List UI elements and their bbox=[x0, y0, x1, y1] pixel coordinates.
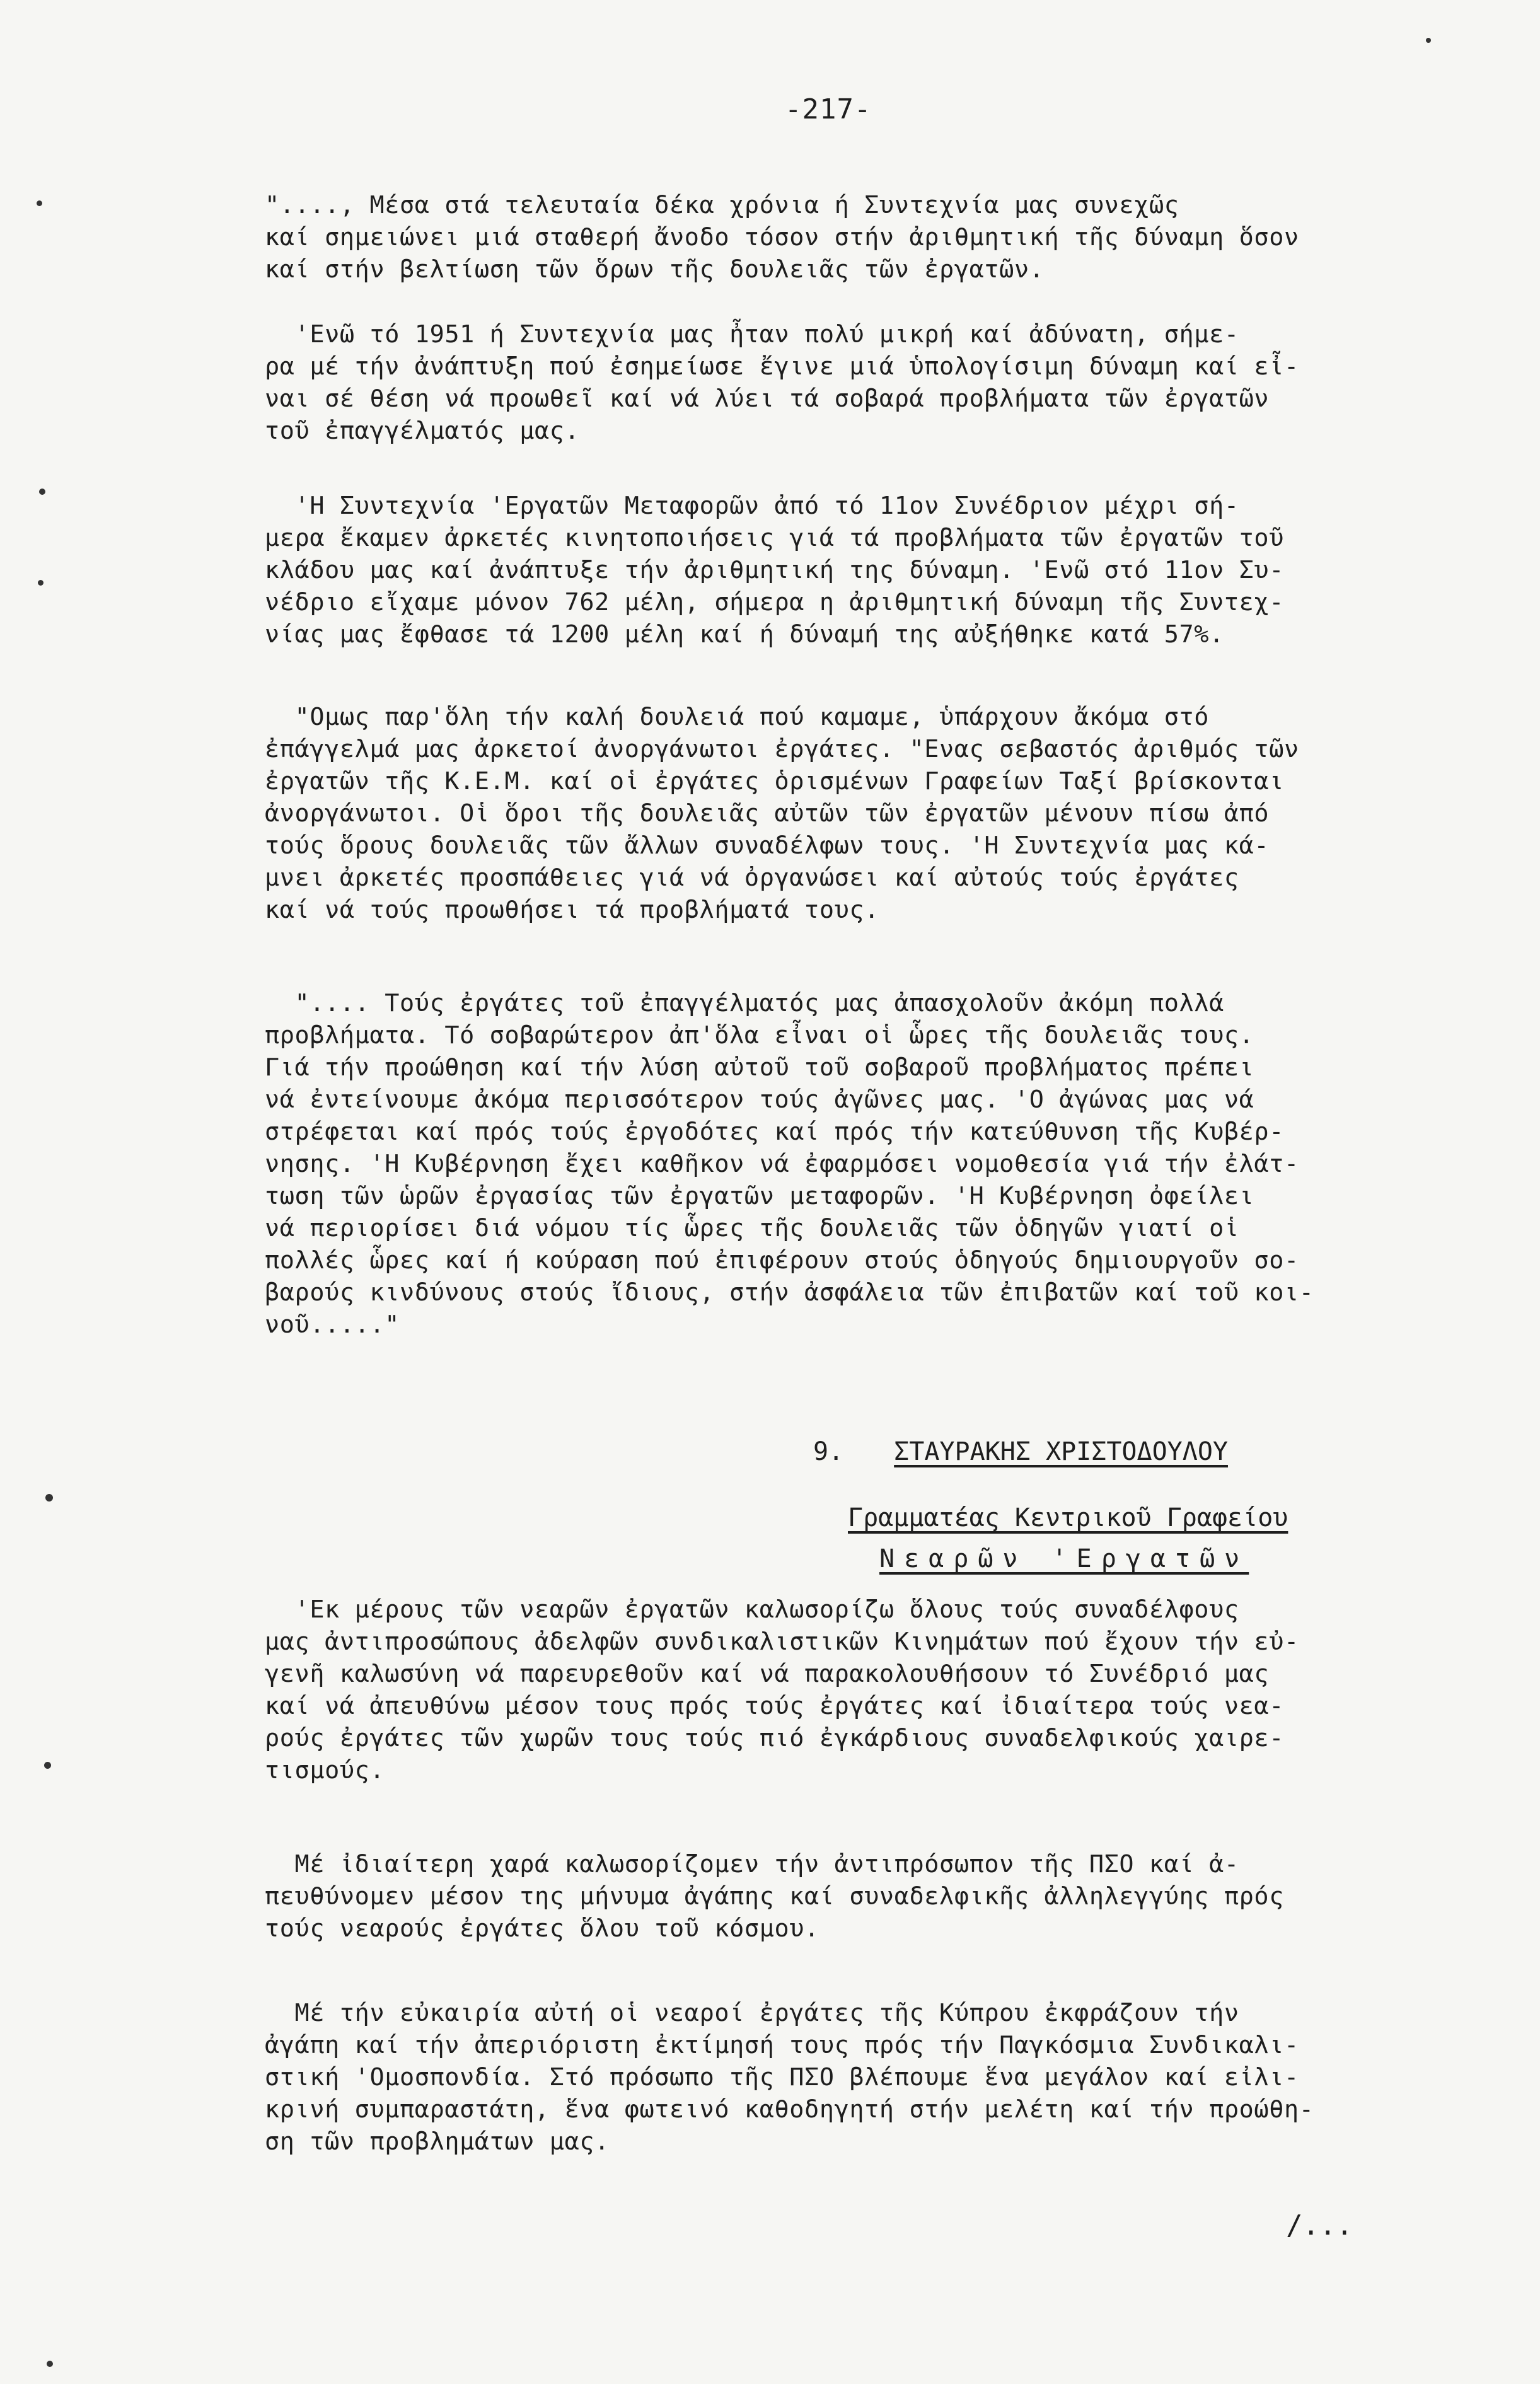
speaker-organization: Νεαρῶν 'Εργατῶν bbox=[879, 1544, 1249, 1573]
section-heading bbox=[813, 1437, 1228, 1466]
paragraph: 'Εκ μέρους τῶν νεαρῶν ἐργατῶν καλωσορίζω ὅλους τούς συναδέλφους μας ἀντιπροσώπους ἀδελφῶν συνδικαλιστικῶν Κινημάτων πού ἔχουν τήν εὐ- γενῆ καλωσύνη νά παρευρεθοῦν καί νά παρακολουθήσουν τό Συνέδριό μας καί νά ἀπευθύνω μέσον τους πρός τούς ἐργάτες καί ἰδιαίτερα τούς νεα- ρούς ἐργάτες τῶν χωρῶν τους τούς πιό ἐγκάρδιους συναδελφικούς χαιρε- τισμούς. bbox=[265, 1595, 1299, 1785]
scan-speck bbox=[37, 200, 42, 206]
page-number: -217- bbox=[785, 93, 872, 125]
scan-speck bbox=[38, 580, 43, 586]
speaker-role: Γραμματέας Κεντρικοῦ Γραφείου bbox=[848, 1503, 1288, 1532]
paragraph: Μέ ἰδιαίτερη χαρά καλωσορίζομεν τήν ἀντιπρόσωπον τῆς ΠΣΟ καί ἀ- πευθύνομεν μέσον της μήνυμα ἀγάπης καί συναδελφικῆς ἀλληλεγγύης πρός τούς νεαρούς ἐργάτες ὅλου τοῦ κόσμου. bbox=[265, 1850, 1284, 1943]
scan-speck bbox=[45, 1494, 53, 1502]
paragraph: Μέ τήν εὐκαιρία αὐτή οἱ νεαροί ἐργάτες τῆς Κύπρου ἐκφράζουν τήν ἀγάπη καί τήν ἀπεριόριστη ἐκτίμησή τους πρός τήν Παγκόσμια Συνδικαλι- στική 'Ομοσπονδία. Στό πρόσωπο τῆς ΠΣΟ βλέπουμε ἕνα μεγάλον καί εἰλι- κρινή συμπαραστάτη, ἕνα φωτεινό καθοδηγητή στήν μελέτη καί τήν προώθη- ση τῶν προβλημάτων μας. bbox=[265, 1999, 1314, 2156]
scan-speck bbox=[47, 2361, 53, 2367]
paragraph: 'Ενῶ τό 1951 ή Συντεχνία μας ἦταν πολύ μικρή καί ἀδύνατη, σήμε- ρα μέ τήν ἀνάπτυξη πού ἐσημείωσε ἔγινε μιά ὑπολογίσιμη δύναμη καί εἶ- ναι σέ θέση νά προωθεῖ καί νά λύει τά σοβαρά προβλήματα τῶν ἐργατῶν τοῦ ἐπαγγέλματός μας. bbox=[265, 320, 1299, 445]
continuation-mark: /... bbox=[1286, 2209, 1353, 2242]
scan-speck bbox=[1426, 38, 1431, 43]
section-number: 9. bbox=[813, 1437, 844, 1466]
paragraph: ".... Τούς ἐργάτες τοῦ ἐπαγγέλματός μας ἀπασχολοῦν ἀκόμη πολλά προβλήματα. Τό σοβαρώτερον ἀπ'ὅλα εἶναι οἱ ὧρες τῆς δουλειᾶς τους. Γιά τήν προώθηση καί τήν λύση αὐτοῦ τοῦ σοβαροῦ προβλήματος πρέπει νά ἐντείνουμε ἀκόμα περισσότερον τούς ἀγῶνες μας. 'Ο ἀγώνας μας νά στρέφεται καί πρός τούς ἐργοδότες καί πρός τήν κατεύθυνση τῆς Κυβέρ- νησης. 'Η Κυβέρνηση ἔχει καθῆκον νά ἐφαρμόσει νομοθεσία γιά τήν ἐλάτ- τωση τῶν ὡρῶν ἐργασίας τῶν ἐργατῶν μεταφορῶν. 'Η Κυβέρνηση ὀφείλει νά περιορίσει διά νόμου τίς ὧρες τῆς δουλειᾶς τῶν ὁδηγῶν γιατί οἱ πολλές ὧρες καί ή κούραση πού ἐπιφέρουν στούς ὁδηγούς δημιουργοῦν σο- βαρούς κινδύνους στούς ἴδιους, στήν ἀσφάλεια τῶν ἐπιβατῶν καί τοῦ κοι- νοῦ....." bbox=[265, 989, 1314, 1339]
paragraph: 'Η Συντεχνία 'Εργατῶν Μεταφορῶν ἀπό τό 11ον Συνέδριον μέχρι σή- μερα ἔκαμεν ἀρκετές κινητοποιήσεις γιά τά προβλήματα τῶν ἐργατῶν τοῦ κλάδου μας καί ἀνάπτυξε τήν ἀριθμητική της δύναμη. 'Ενῶ στό 11ον Συ- νέδριο εἴχαμε μόνον 762 μέλη, σήμερα η ἀριθμητική δύναμη τῆς Συντεχ- νίας μας ἔφθασε τά 1200 μέλη καί ή δύναμή της αὐξήθηκε κατά 57%. bbox=[265, 492, 1284, 649]
scan-speck bbox=[44, 1762, 51, 1769]
scan-speck bbox=[39, 489, 45, 495]
speaker-name: ΣΤΑΥΡΑΚΗΣ ΧΡΙΣΤΟΔΟΥΛΟΥ bbox=[894, 1437, 1228, 1466]
paragraph: "...., Μέσα στά τελευταία δέκα χρόνια ή Συντεχνία μας συνεχῶς καί σημειώνει μιά σταθερή ἄνοδο τόσον στήν ἀριθμητική τῆς δύναμη ὅσον καί στήν βελτίωση τῶν ὅρων τῆς δουλειᾶς τῶν ἐργατῶν. bbox=[265, 191, 1299, 284]
paragraph: "Ομως παρ'ὅλη τήν καλή δουλειά πού καμαμε, ὑπάρχουν ἄκόμα στό ἐπάγγελμά μας ἀρκετοί ἀνοργάνωτοι ἐργάτες. "Ενας σεβαστός ἀριθμός τῶν ἐργατῶν τῆς Κ.Ε.Μ. καί οἱ ἐργάτες ὁρισμένων Γραφείων Ταξί βρίσκονται ἀνοργάνωτοι. Οἱ ὅροι τῆς δουλειᾶς αὐτῶν τῶν ἐργατῶν μένουν πίσω ἀπό τούς ὅρους δουλειᾶς τῶν ἄλλων συναδέλφων τους. 'Η Συντεχνία μας κά- μνει ἀρκετές προσπάθειες γιά νά ὀργανώσει καί αὐτούς τούς ἐργάτες καί νά τούς προωθήσει τά προβλήματά τους. bbox=[265, 703, 1299, 924]
